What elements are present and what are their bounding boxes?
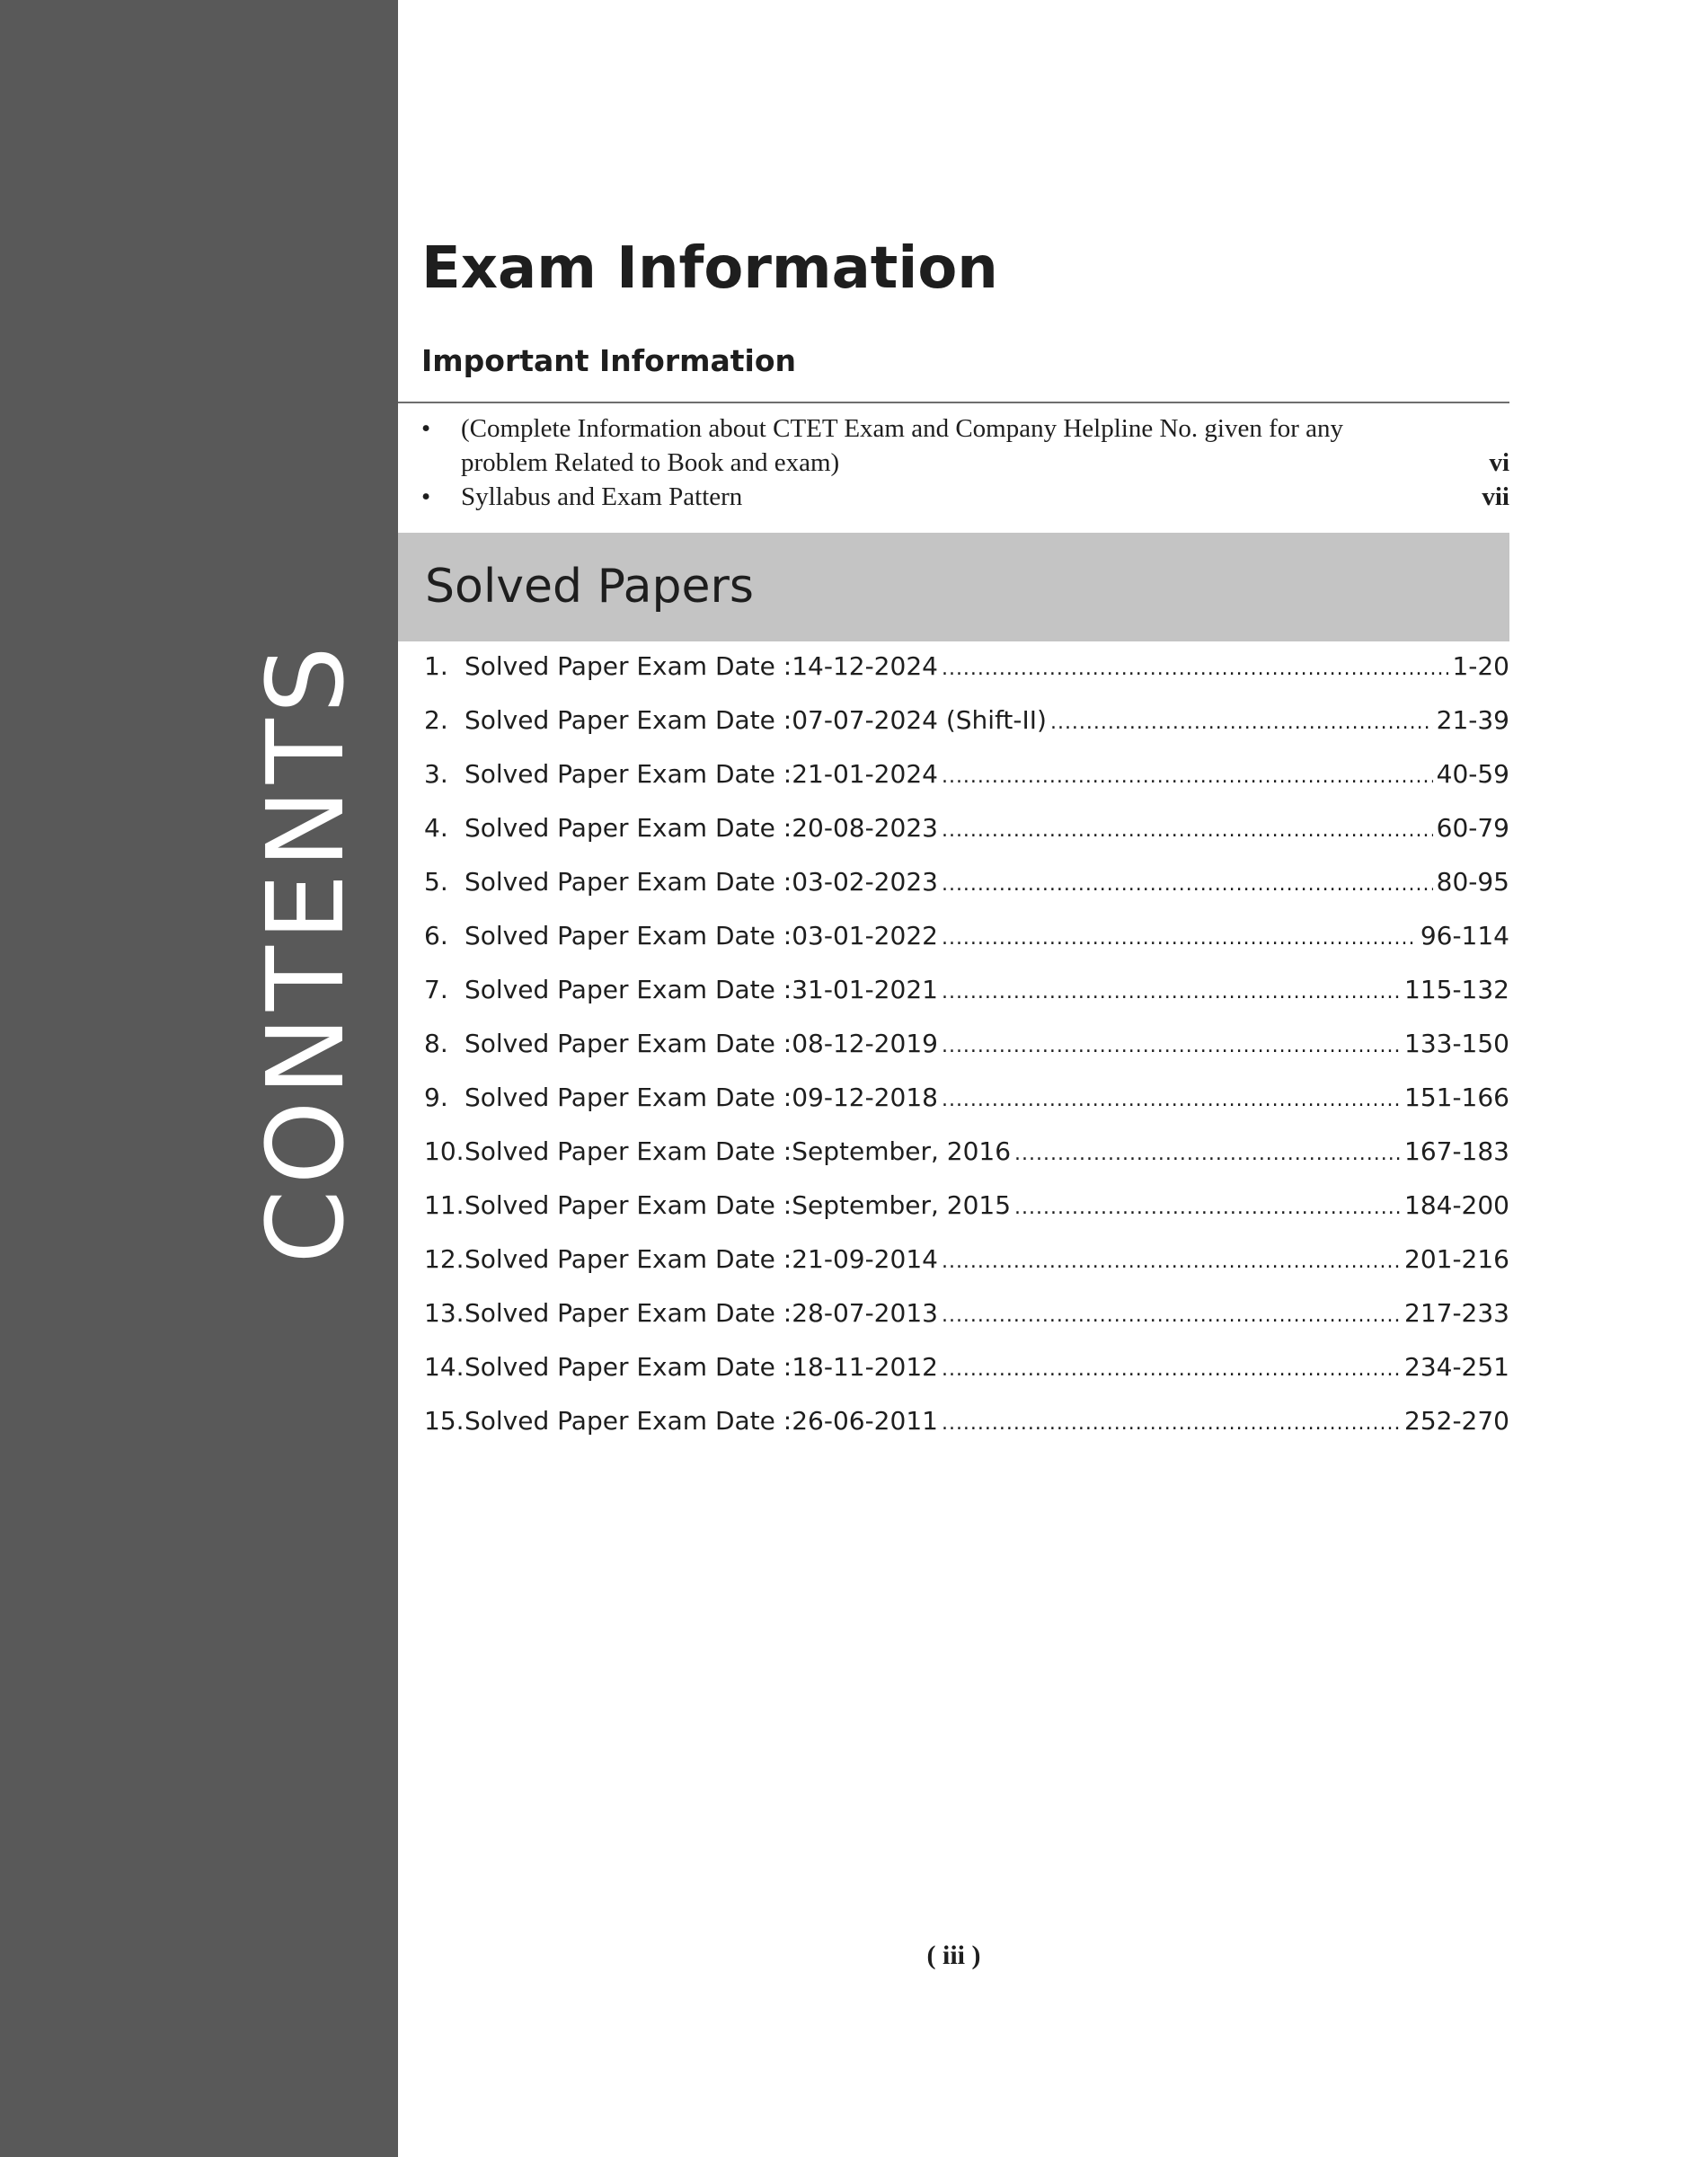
- toc-page-range: 60-79: [1436, 813, 1509, 843]
- info-item: [421, 480, 1509, 514]
- toc-page-range: 21-39: [1436, 705, 1509, 735]
- toc-leader-dots: [942, 765, 1433, 788]
- toc-leader-dots: [1014, 1197, 1401, 1219]
- toc-date: 21-09-2014: [792, 1244, 938, 1274]
- toc-date: 21-01-2024: [792, 759, 938, 789]
- toc-number: 13.: [424, 1298, 465, 1328]
- toc-row[interactable]: [424, 1298, 1509, 1352]
- toc-row[interactable]: [424, 1029, 1509, 1083]
- info-item-page: vi: [1489, 448, 1509, 477]
- toc-leader-dots: [942, 1358, 1401, 1381]
- toc-date: 31-01-2021: [792, 975, 938, 1004]
- toc-leader-dots: [942, 1412, 1401, 1435]
- toc-date: 07-07-2024 (Shift-II): [792, 705, 1047, 735]
- toc-page-range: 1-20: [1452, 651, 1509, 681]
- section-subtitle: Important Information: [421, 343, 797, 378]
- toc-date: 03-02-2023: [792, 867, 938, 897]
- toc-date: 20-08-2023: [792, 813, 938, 843]
- toc-label: Solved Paper Exam Date :: [465, 813, 792, 843]
- toc-date: 03-01-2022: [792, 921, 938, 950]
- toc-leader-dots: [942, 1089, 1401, 1111]
- page-number: ( iii ): [926, 1940, 981, 1970]
- toc-date: September, 2016: [792, 1136, 1012, 1166]
- toc-number: 1.: [424, 651, 448, 681]
- toc-row[interactable]: [424, 921, 1509, 975]
- toc-page-range: 96-114: [1420, 921, 1509, 950]
- toc-page-range: 184-200: [1404, 1190, 1509, 1220]
- toc-number: 10.: [424, 1136, 465, 1166]
- bullet-icon: •: [421, 414, 431, 443]
- toc-row[interactable]: [424, 1190, 1509, 1244]
- solved-papers-header-band: [398, 533, 1509, 641]
- toc-page-range: 234-251: [1404, 1352, 1509, 1382]
- toc-label: Solved Paper Exam Date :: [465, 1244, 792, 1274]
- toc-label: Solved Paper Exam Date :: [465, 1406, 792, 1436]
- toc-label: Solved Paper Exam Date :: [465, 867, 792, 897]
- toc-number: 15.: [424, 1406, 465, 1436]
- toc-label: Solved Paper Exam Date :: [465, 975, 792, 1004]
- toc-label: Solved Paper Exam Date :: [465, 651, 792, 681]
- toc-page-range: 201-216: [1404, 1244, 1509, 1274]
- toc-leader-dots: [942, 981, 1401, 1003]
- toc-number: 2.: [424, 705, 448, 735]
- toc-date: 18-11-2012: [792, 1352, 938, 1382]
- toc-date: 28-07-2013: [792, 1298, 938, 1328]
- info-item-text: (Complete Information about CTET Exam and Company Helpline No. given for any: [461, 414, 1344, 443]
- toc-number: 8.: [424, 1029, 448, 1058]
- toc-row[interactable]: [424, 651, 1509, 705]
- toc-label: Solved Paper Exam Date :: [465, 921, 792, 950]
- toc-page-range: 167-183: [1404, 1136, 1509, 1166]
- toc-number: 7.: [424, 975, 448, 1004]
- toc-number: 12.: [424, 1244, 465, 1274]
- toc-label: Solved Paper Exam Date :: [465, 1298, 792, 1328]
- info-item: [421, 411, 1509, 480]
- toc-label: Solved Paper Exam Date :: [465, 759, 792, 789]
- toc-leader-dots: [942, 1304, 1401, 1327]
- toc-number: 6.: [424, 921, 448, 950]
- info-item-text: Syllabus and Exam Pattern: [461, 482, 743, 511]
- toc-leader-dots: [1014, 1143, 1401, 1165]
- toc-page-range: 80-95: [1436, 867, 1509, 897]
- toc-page-range: 115-132: [1404, 975, 1509, 1004]
- toc-date: 08-12-2019: [792, 1029, 938, 1058]
- toc-leader-dots: [942, 819, 1433, 842]
- toc-row[interactable]: [424, 1352, 1509, 1406]
- toc-number: 14.: [424, 1352, 465, 1382]
- toc-row[interactable]: [424, 975, 1509, 1029]
- toc-row[interactable]: [424, 813, 1509, 867]
- toc-leader-dots: [942, 658, 1449, 680]
- toc-leader-dots: [942, 873, 1433, 896]
- toc-date: 09-12-2018: [792, 1083, 938, 1112]
- toc-label: Solved Paper Exam Date :: [465, 1029, 792, 1058]
- toc-row[interactable]: [424, 1406, 1509, 1460]
- contents-vertical-label: CONTENTS: [243, 641, 367, 1264]
- divider: [398, 402, 1509, 403]
- toc-row[interactable]: [424, 1244, 1509, 1298]
- toc-page-range: 217-233: [1404, 1298, 1509, 1328]
- toc-label: Solved Paper Exam Date :: [465, 1190, 792, 1220]
- toc-number: 5.: [424, 867, 448, 897]
- toc-row[interactable]: [424, 759, 1509, 813]
- toc-row[interactable]: [424, 1083, 1509, 1136]
- toc-date: 26-06-2011: [792, 1406, 938, 1436]
- toc-page-range: 151-166: [1404, 1083, 1509, 1112]
- bullet-icon: •: [421, 482, 431, 511]
- toc-label: Solved Paper Exam Date :: [465, 1136, 792, 1166]
- solved-papers-title: Solved Papers: [425, 560, 754, 614]
- toc-leader-dots: [942, 927, 1417, 950]
- info-item-page: vii: [1482, 482, 1509, 511]
- toc-label: Solved Paper Exam Date :: [465, 1083, 792, 1112]
- toc-date: September, 2015: [792, 1190, 1012, 1220]
- toc-row[interactable]: [424, 705, 1509, 759]
- toc-number: 9.: [424, 1083, 448, 1112]
- toc-number: 11.: [424, 1190, 465, 1220]
- toc-label: Solved Paper Exam Date :: [465, 705, 792, 735]
- info-list: [421, 411, 1509, 514]
- contents-sidebar: [0, 0, 398, 2157]
- toc-page-range: 40-59: [1436, 759, 1509, 789]
- info-item-text: problem Related to Book and exam): [461, 448, 840, 477]
- toc-list: [424, 651, 1509, 1460]
- toc-number: 3.: [424, 759, 448, 789]
- toc-leader-dots: [1050, 712, 1433, 734]
- toc-label: Solved Paper Exam Date :: [465, 1352, 792, 1382]
- toc-date: 14-12-2024: [792, 651, 938, 681]
- toc-row[interactable]: [424, 867, 1509, 921]
- toc-number: 4.: [424, 813, 448, 843]
- page-title: Exam Information: [421, 235, 998, 302]
- toc-leader-dots: [942, 1251, 1401, 1273]
- toc-row[interactable]: [424, 1136, 1509, 1190]
- toc-page-range: 252-270: [1404, 1406, 1509, 1436]
- toc-leader-dots: [942, 1035, 1401, 1057]
- toc-page-range: 133-150: [1404, 1029, 1509, 1058]
